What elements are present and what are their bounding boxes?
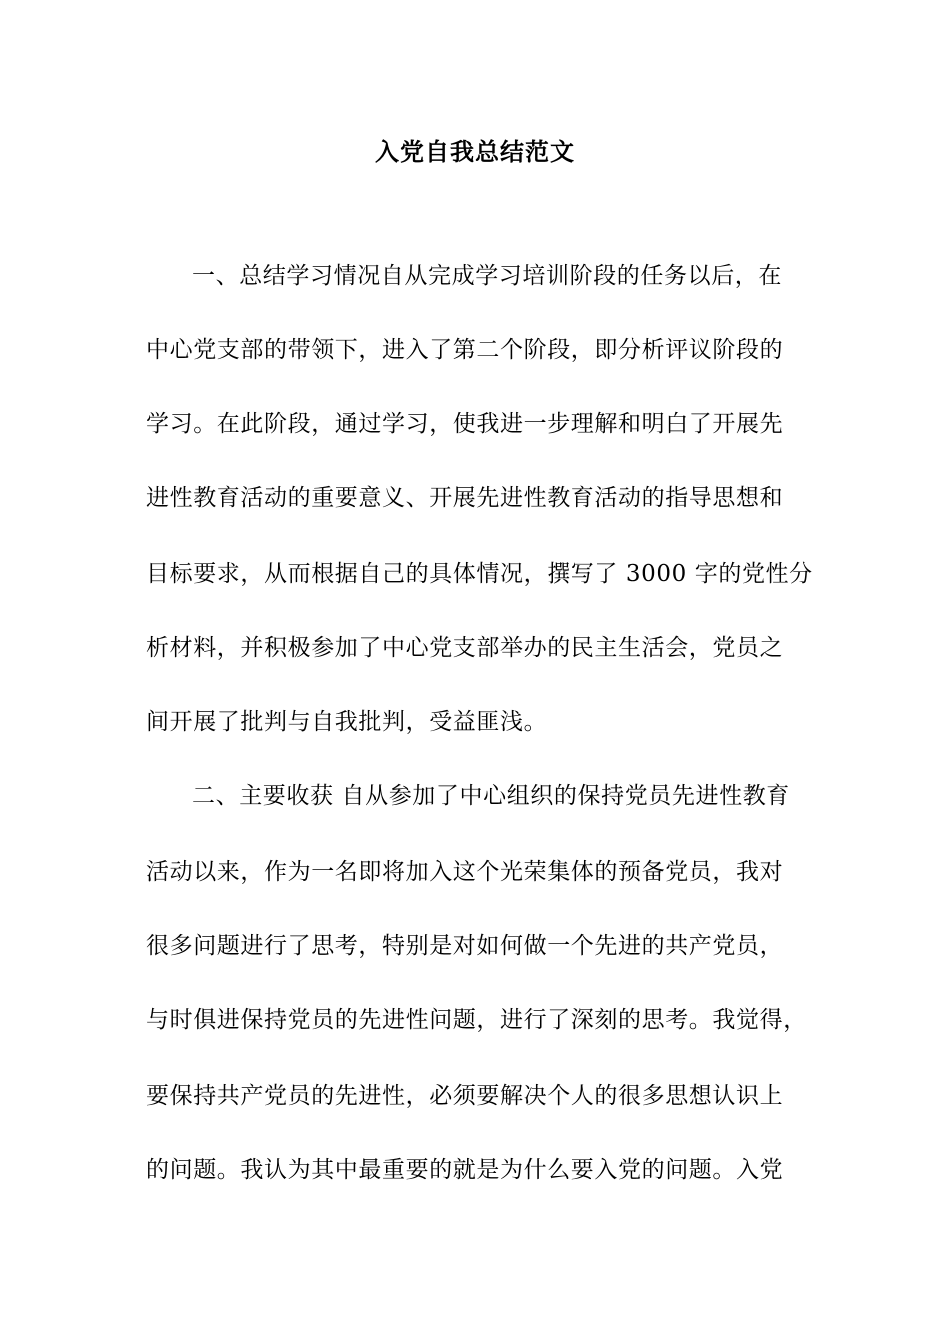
paragraph-1-line-3: 学习。在此阶段，通过学习，使我进一步理解和明白了开展先 (146, 411, 784, 437)
paragraph-1-line-2: 中心党支部的带领下，进入了第二个阶段，即分析评议阶段的 (146, 337, 784, 363)
paragraph-1-line-4: 进性教育活动的重要意义、开展先进性教育活动的指导思想和 (146, 485, 784, 511)
paragraph-2-line-4: 与时俱进保持党员的先进性问题，进行了深刻的思考。我觉得， (146, 1007, 807, 1033)
paragraph-1-line-5: 目标要求，从而根据自己的具体情况，撰写了 3000 字的党性分 (146, 561, 813, 587)
paragraph-1-line-1: 一、总结学习情况自从完成学习培训阶段的任务以后，在 (192, 263, 782, 289)
paragraph-2-line-2: 活动以来，作为一名即将加入这个光荣集体的预备党员，我对 (146, 859, 784, 885)
document-title: 入党自我总结范文 (375, 137, 575, 166)
paragraph-2-line-6: 的问题。我认为其中最重要的就是为什么要入党的问题。入党 (146, 1157, 784, 1183)
paragraph-1-line-6: 析材料，并积极参加了中心党支部举办的民主生活会，党员之 (146, 635, 784, 661)
paragraph-1-line-7: 间开展了批判与自我批判，受益匪浅。 (146, 709, 548, 735)
paragraph-2-line-3: 很多问题进行了思考，特别是对如何做一个先进的共产党员， (146, 933, 784, 959)
paragraph-2-line-5: 要保持共产党员的先进性，必须要解决个人的很多思想认识上 (146, 1083, 784, 1109)
paragraph-2-line-1: 二、主要收获 自从参加了中心组织的保持党员先进性教育 (192, 783, 790, 809)
